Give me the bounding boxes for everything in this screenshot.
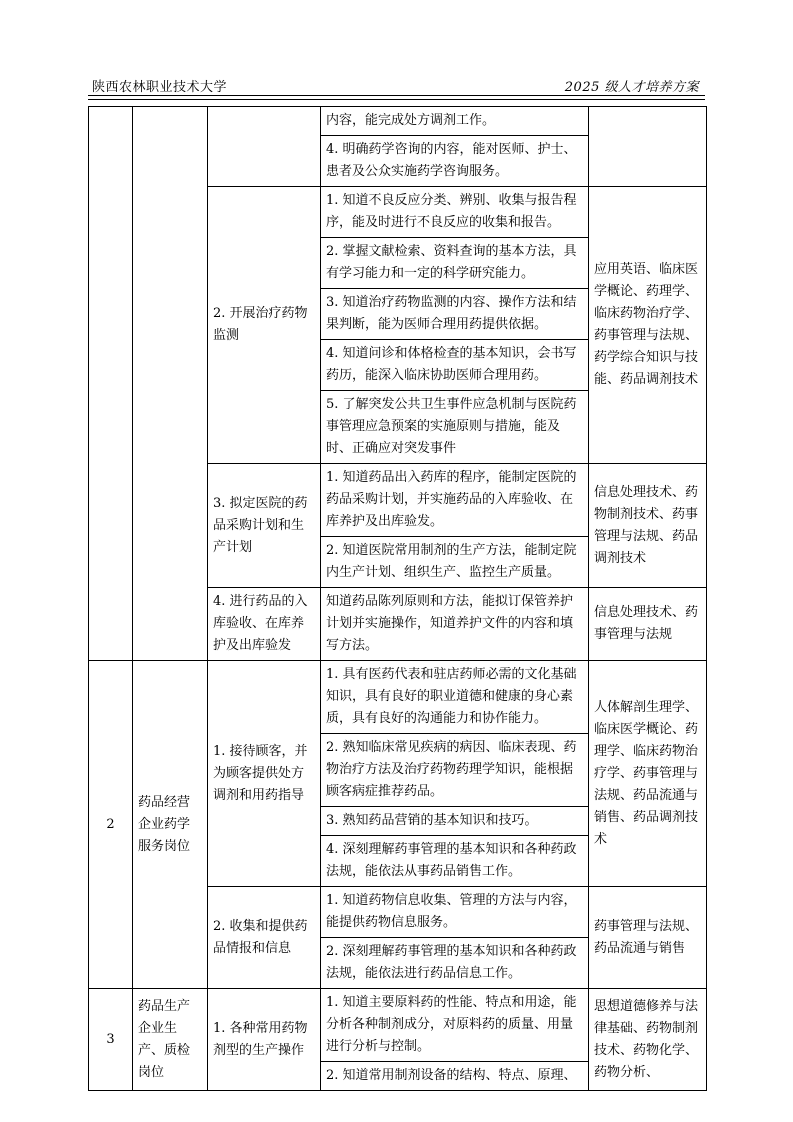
ability-cell: 1. 知道药品出入药库的程序，能制定医院的药品采购计划，并实施药品的入库验收、在库养护及出库验发。 xyxy=(321,464,589,537)
header-institution: 陕西农林职业技术大学 xyxy=(92,80,228,95)
course-cell: 人体解剖生理学、临床医学概论、药理学、临床药物治疗学、药事管理与法规、药品流通与销售、药品调剂技术 xyxy=(589,661,707,887)
ability-cell: 2. 熟知临床常见疾病的病因、临床表现、药物治疗方法及治疗药物药理学知识，能根据顾客病症推荐药品。 xyxy=(321,734,589,807)
task-cell: 1. 各种常用药物剂型的生产操作 xyxy=(208,989,321,1091)
ability-cell: 1. 具有医药代表和驻店药师必需的文化基础知识，具有良好的职业道德和健康的身心素质，具有良好的沟通能力和协作能力。 xyxy=(321,661,589,734)
course-cell: 药事管理与法规、药品流通与销售 xyxy=(589,887,707,989)
course-cell: 信息处理技术、药物制剂技术、药事管理与法规、药品调剂技术 xyxy=(589,464,707,588)
table-row xyxy=(89,989,707,1062)
ability-cell: 2. 知道医院常用制剂的生产方法，能制定院内生产计划、组织生产、监控生产质量。 xyxy=(321,537,589,588)
task-cell: 1. 接待顾客，并为顾客提供处方调剂和用药指导 xyxy=(208,661,321,887)
post-number-cell: 3 xyxy=(89,989,133,1091)
ability-cell: 4. 明确药学咨询的内容，能对医师、护士、患者及公众实施药学咨询服务。 xyxy=(321,136,589,187)
course-cell: 信息处理技术、药事管理与法规 xyxy=(589,588,707,661)
task-cell xyxy=(208,107,321,187)
task-cell: 2. 开展治疗药物监测 xyxy=(208,187,321,464)
ability-cell: 内容，能完成处方调剂工作。 xyxy=(321,107,589,136)
ability-cell: 2. 掌握文献检索、资料查询的基本方法，具有学习能力和一定的科学研究能力。 xyxy=(321,238,589,289)
post-number-cell: 2 xyxy=(89,661,133,989)
ability-cell: 2. 知道常用制剂设备的结构、特点、原理、 xyxy=(321,1062,589,1091)
course-cell: 思想道德修养与法律基础、药物制剂技术、药物化学、药物分析、 xyxy=(589,989,707,1091)
ability-cell: 4. 知道问诊和体格检查的基本知识，会书写药历，能深入临床协助医师合理用药。 xyxy=(321,340,589,391)
course-cell: 应用英语、临床医学概论、药理学、临床药物治疗学、药事管理与法规、药学综合知识与技能、药品调剂技术 xyxy=(589,187,707,464)
post-name-cell: 药品经营企业药学服务岗位 xyxy=(133,661,208,989)
ability-cell: 知道药品陈列原则和方法，能拟订保管养护计划并实施操作，知道养护文件的内容和填写方法。 xyxy=(321,588,589,661)
ability-cell: 1. 知道不良反应分类、辨别、收集与报告程序，能及时进行不良反应的收集和报告。 xyxy=(321,187,589,238)
header-rule-thick xyxy=(88,95,705,96)
ability-cell: 1. 知道药物信息收集、管理的方法与内容，能提供药物信息服务。 xyxy=(321,887,589,938)
header-document-title: 2025 级人才培养方案 xyxy=(564,80,699,95)
ability-cell: 3. 熟知药品营销的基本知识和技巧。 xyxy=(321,807,589,836)
post-number-cell xyxy=(89,107,133,661)
ability-cell: 3. 知道治疗药物监测的内容、操作方法和结果判断，能为医师合理用药提供依据。 xyxy=(321,289,589,340)
task-cell: 2. 收集和提供药品情报和信息 xyxy=(208,887,321,989)
course-cell xyxy=(589,107,707,187)
header-rule-thin xyxy=(88,99,705,100)
task-cell: 4. 进行药品的入库验收、在库养护及出库验发 xyxy=(208,588,321,661)
curriculum-table xyxy=(88,106,707,1091)
post-name-cell xyxy=(133,107,208,661)
ability-cell: 4. 深刻理解药事管理的基本知识和各种药政法规，能依法从事药品销售工作。 xyxy=(321,836,589,887)
ability-cell: 2. 深刻理解药事管理的基本知识和各种药政法规，能依法进行药品信息工作。 xyxy=(321,938,589,989)
task-cell: 3. 拟定医院的药品采购计划和生产计划 xyxy=(208,464,321,588)
table-row xyxy=(89,661,707,734)
table-row xyxy=(89,107,707,136)
ability-cell: 1. 知道主要原料药的性能、特点和用途，能分析各种制剂成分，对原料药的质量、用量进行分析与控制。 xyxy=(321,989,589,1062)
post-name-cell: 药品生产企业生产、质检岗位 xyxy=(133,989,208,1091)
ability-cell: 5. 了解突发公共卫生事件应急机制与医院药事管理应急预案的实施原则与措施，能及时、正确应对突发事件 xyxy=(321,391,589,464)
